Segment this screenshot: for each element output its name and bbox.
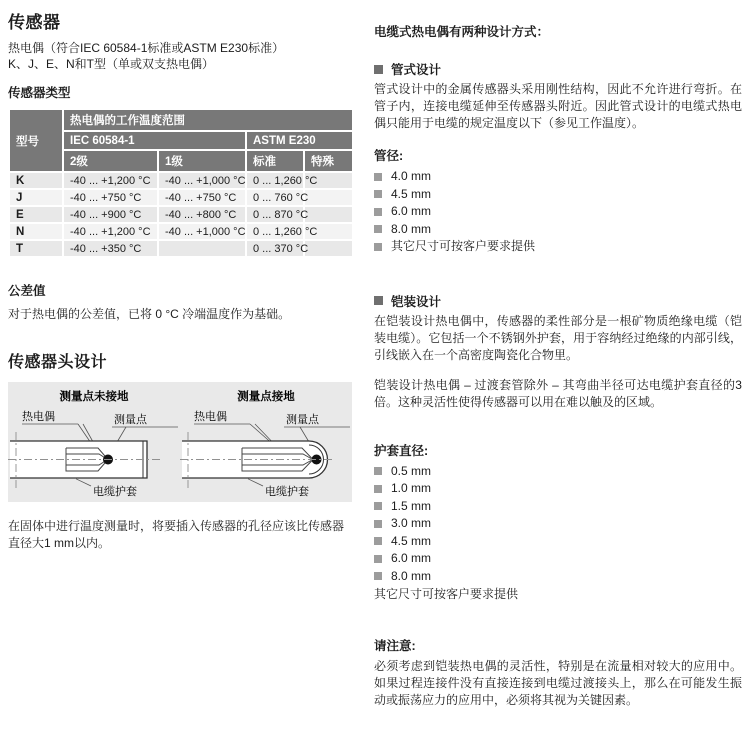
square-bullet-icon [374, 65, 383, 74]
tolerance-section-title: 公差值 [8, 284, 46, 298]
square-bullet-icon [374, 208, 382, 216]
cell-class2: -40 ... +750 °C [63, 189, 158, 206]
list-item [374, 480, 742, 498]
cell-model: K [9, 172, 63, 189]
table-body [9, 172, 353, 257]
tolerance-text: 对于热电偶的公差值，已将 0 °C 冷端温度作为基础。 [8, 307, 291, 321]
col-header-model: 型号 [9, 109, 63, 172]
square-bullet-icon [374, 243, 382, 251]
list-item-label: 其它尺寸可按客户要求提供 [391, 239, 536, 253]
list-item [374, 550, 742, 568]
cell-model: J [9, 189, 63, 206]
sheath-diameter-title: 护套直径: [374, 443, 429, 458]
square-bullet-icon [374, 502, 382, 510]
sheathed-design-title: 铠装设计 [391, 294, 442, 309]
other-sizes-note: 其它尺寸可按客户要求提供 [374, 587, 519, 601]
table-row [9, 172, 353, 189]
list-item [374, 168, 742, 186]
table-row [9, 206, 353, 223]
cell-class1: -40 ... +750 °C [158, 189, 246, 206]
diagram-title: 测量点接地 [237, 390, 295, 403]
list-item [374, 186, 742, 204]
note-title: 请注意: [374, 639, 416, 653]
sensor-type-table [8, 108, 354, 258]
cable-sheath-label: 电缆护套 [265, 485, 309, 498]
square-bullet-icon [374, 173, 382, 181]
cell-standard: 0 ... 760 °C [246, 189, 304, 206]
diagram-grounded [180, 382, 352, 502]
list-item-label: 4.0 mm [391, 169, 432, 183]
note-body: 必须考虑到铠装热电偶的灵活性，特别是在流量相对较大的应用中。如果过程连接件没有直接连接到电缆过渡接头上，那么在可能发生振动或振荡应力的应用中，必须将其视为关键因素。 [374, 659, 742, 707]
list-item-label: 1.5 mm [391, 498, 432, 513]
tube-design-body: 管式设计中的金属传感器头采用刚性结构，因此不允许进行弯折。在管子内，连接电缆延伸至传感器头附近。因此管式设计的电缆式热电偶只能用于电缆的规定温度以下（参见工作温度）。 [374, 82, 742, 130]
tube-diameter-title: 管径: [374, 149, 404, 163]
thermocouple-label: 热电偶 [194, 410, 227, 423]
thermocouple-label: 热电偶 [22, 410, 55, 423]
list-item-label: 0.5 mm [391, 463, 432, 478]
page-title: 传感器 [8, 13, 61, 32]
list-item-label: 8.0 mm [391, 221, 432, 236]
diagram-title: 测量点未接地 [59, 390, 129, 403]
head-design-title: 传感器头设计 [8, 353, 108, 371]
cell-class2: -40 ... +1,200 °C [63, 172, 158, 189]
cell-special [304, 189, 353, 206]
cell-standard: 0 ... 870 °C [246, 206, 304, 223]
col-header-special: 特殊 [304, 150, 353, 172]
sensor-type-section-title: 传感器类型 [8, 86, 71, 100]
square-bullet-icon [374, 537, 382, 545]
right-column [374, 8, 742, 709]
list-item [374, 568, 742, 586]
cell-class1: -40 ... +800 °C [158, 206, 246, 223]
table-header [9, 109, 353, 172]
square-bullet-icon [374, 190, 382, 198]
square-bullet-icon [374, 485, 382, 493]
list-item [374, 203, 742, 221]
list-item [374, 498, 742, 516]
sheathed-design-header [374, 292, 742, 310]
subtitle-line-1: 热电偶（符合IEC 60584-1标准或ASTM E230标准） [8, 41, 285, 55]
list-item-label: 4.5 mm [391, 533, 432, 548]
sheathed-design-body2: 铠装设计热电偶 – 过渡套管除外 – 其弯曲半径可达电缆护套直径的3倍。这种灵活性使得传感器可以用在难以触及的区域。 [374, 377, 742, 409]
col-header-class1: 1级 [158, 150, 246, 172]
datasheet-page [8, 8, 742, 709]
table-row [9, 223, 353, 240]
square-bullet-icon [374, 520, 382, 528]
cell-class1 [158, 240, 246, 257]
tube-design-title: 管式设计 [391, 63, 442, 77]
square-bullet-icon [374, 225, 382, 233]
table-row [9, 240, 353, 257]
left-column [8, 8, 353, 709]
list-item-label: 6.0 mm [391, 204, 432, 218]
list-item-label: 1.0 mm [391, 481, 432, 495]
list-item-label: 8.0 mm [391, 568, 432, 583]
list-item [374, 463, 742, 481]
cell-special [304, 240, 353, 257]
list-item-label: 4.5 mm [391, 186, 432, 201]
measuring-point-label: 测量点 [114, 413, 147, 426]
square-bullet-icon [374, 467, 382, 475]
sheathed-design-body1: 在铠装设计热电偶中，传感器的柔性部分是一根矿物质绝缘电缆（铠装电缆）。它包括一个不锈钢外护套，用于容纳经过绝缘的内部引线，引线嵌入在一个高密度陶瓷化合物里。 [374, 313, 742, 362]
diagram-ungrounded [8, 382, 180, 502]
cable-sheath-label: 电缆护套 [93, 485, 137, 498]
cell-class1: -40 ... +1,000 °C [158, 172, 246, 189]
list-item [374, 221, 742, 239]
col-header-standard: 标准 [246, 150, 304, 172]
solid-measurement-note: 在固体中进行温度测量时，将要插入传感器的孔径应该比传感器直径大1 mm以内。 [8, 518, 345, 550]
square-bullet-icon [374, 296, 383, 305]
cell-standard: 0 ... 370 °C [246, 240, 304, 257]
cell-class2: -40 ... +900 °C [63, 206, 158, 223]
cell-class1: -40 ... +1,000 °C [158, 223, 246, 240]
square-bullet-icon [374, 555, 382, 563]
tube-diameter-list [374, 168, 742, 256]
cell-model: T [9, 240, 63, 257]
sensor-head-diagram [8, 382, 352, 502]
tube-design-header [374, 60, 742, 78]
cell-model: N [9, 223, 63, 240]
sheath-diameter-list [374, 463, 742, 586]
cell-standard: 0 ... 1,260 °C [246, 223, 304, 240]
list-item [374, 238, 742, 256]
measuring-point-label: 测量点 [286, 413, 319, 426]
cable-design-intro: 电缆式热电偶有两种设计方式： [374, 25, 550, 39]
col-header-astm: ASTM E230 [246, 131, 353, 150]
square-bullet-icon [374, 572, 382, 580]
list-item [374, 533, 742, 551]
cell-model: E [9, 206, 63, 223]
cell-class2: -40 ... +1,200 °C [63, 223, 158, 240]
col-header-range: 热电偶的工作温度范围 [63, 109, 353, 131]
list-item [374, 515, 742, 533]
table-row [9, 189, 353, 206]
cell-class2: -40 ... +350 °C [63, 240, 158, 257]
cell-special [304, 206, 353, 223]
list-item-label: 6.0 mm [391, 551, 432, 565]
col-header-iec: IEC 60584-1 [63, 131, 246, 150]
list-item-label: 3.0 mm [391, 516, 432, 530]
cell-standard: 0 ... 1,260 °C [246, 172, 304, 189]
col-header-class2: 2级 [63, 150, 158, 172]
subtitle-line-2: K、J、E、N和T型（单或双支热电偶） [8, 57, 215, 71]
